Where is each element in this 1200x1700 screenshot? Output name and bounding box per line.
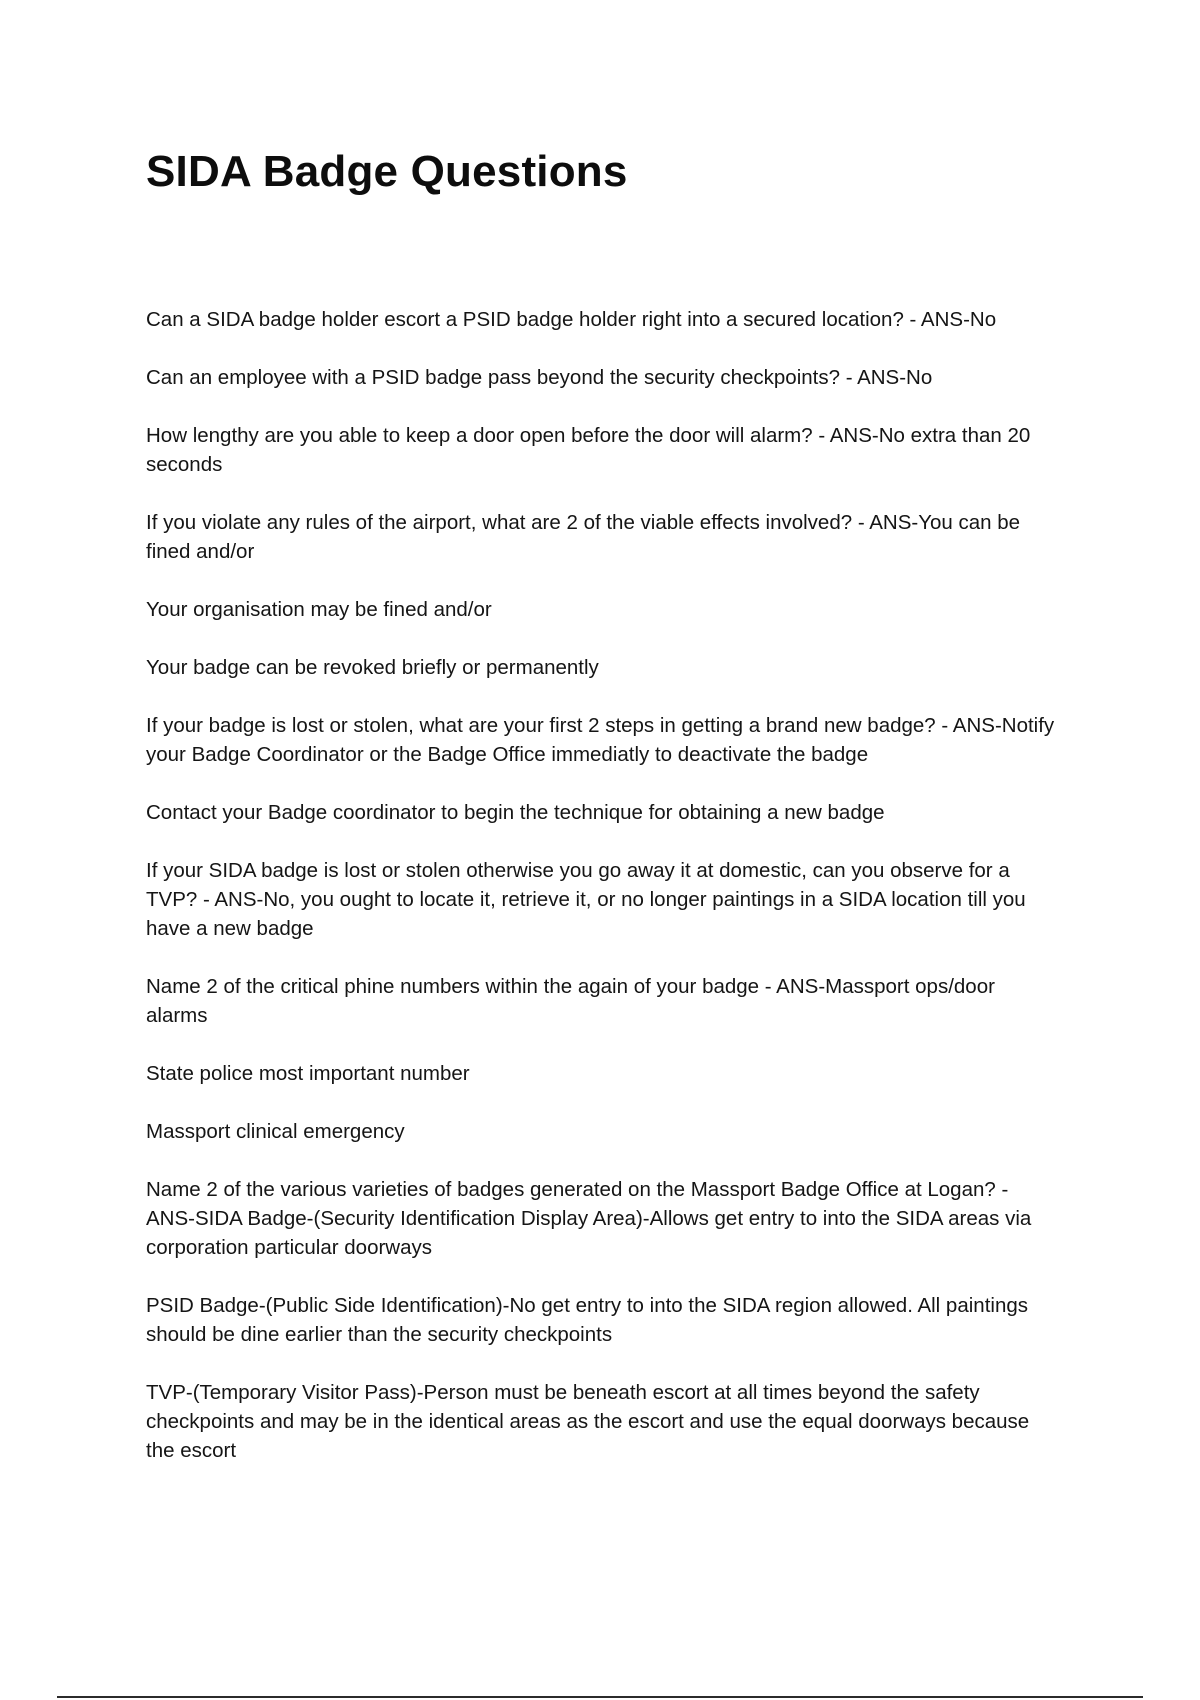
paragraph-14: PSID Badge-(Public Side Identification)-No get entry to into the SIDA region allowed. All paintings should be dine earlier than the security checkpoints — [146, 1294, 1028, 1346]
paragraph-6: Your badge can be revoked briefly or permanently — [146, 656, 599, 679]
paragraph-9: If your SIDA badge is lost or stolen otherwise you go away it at domestic, can you observe for a TVP? - ANS-No, you ought to locate it, retrieve it, or no longer paintings in a SIDA location till you have a new badge — [146, 859, 1026, 940]
paragraph-5: Your organisation may be fined and/or — [146, 598, 492, 621]
paragraph-12: Massport clinical emergency — [146, 1120, 405, 1143]
paragraph-1: Can a SIDA badge holder escort a PSID badge holder right into a secured location? - ANS-No — [146, 308, 997, 331]
question-list — [146, 305, 1061, 1494]
paragraph-7: If your badge is lost or stolen, what are your first 2 steps in getting a brand new badge? - ANS-Notify your Badge Coordinator or the Badge Office immediatly to deactivate the badge — [146, 714, 1055, 766]
paragraph-4: If you violate any rules of the airport, what are 2 of the viable effects involved? - ANS-You can be fined and/or — [146, 511, 1021, 563]
paragraph-13: Name 2 of the various varieties of badges generated on the Massport Badge Office at Logan? - ANS-SIDA Badge-(Security Identification Display Area)-Allows get entry to into the SIDA areas via corporation particular doorways — [146, 1178, 1032, 1259]
footer-divider — [57, 1696, 1143, 1698]
paragraph-3: How lengthy are you able to keep a door open before the door will alarm? - ANS-No extra than 20 seconds — [146, 424, 1031, 476]
page-title: SIDA Badge Questions — [146, 147, 628, 196]
paragraph-8: Contact your Badge coordinator to begin the technique for obtaining a new badge — [146, 801, 885, 824]
paragraph-10: Name 2 of the critical phine numbers within the again of your badge - ANS-Massport ops/door alarms — [146, 975, 995, 1027]
paragraph-11: State police most important number — [146, 1062, 470, 1085]
paragraph-2: Can an employee with a PSID badge pass beyond the security checkpoints? - ANS-No — [146, 366, 933, 389]
paragraph-15: TVP-(Temporary Visitor Pass)-Person must be beneath escort at all times beyond the safety checkpoints and may be in the identical areas as the escort and use the equal doorways because the escort — [146, 1381, 1030, 1462]
